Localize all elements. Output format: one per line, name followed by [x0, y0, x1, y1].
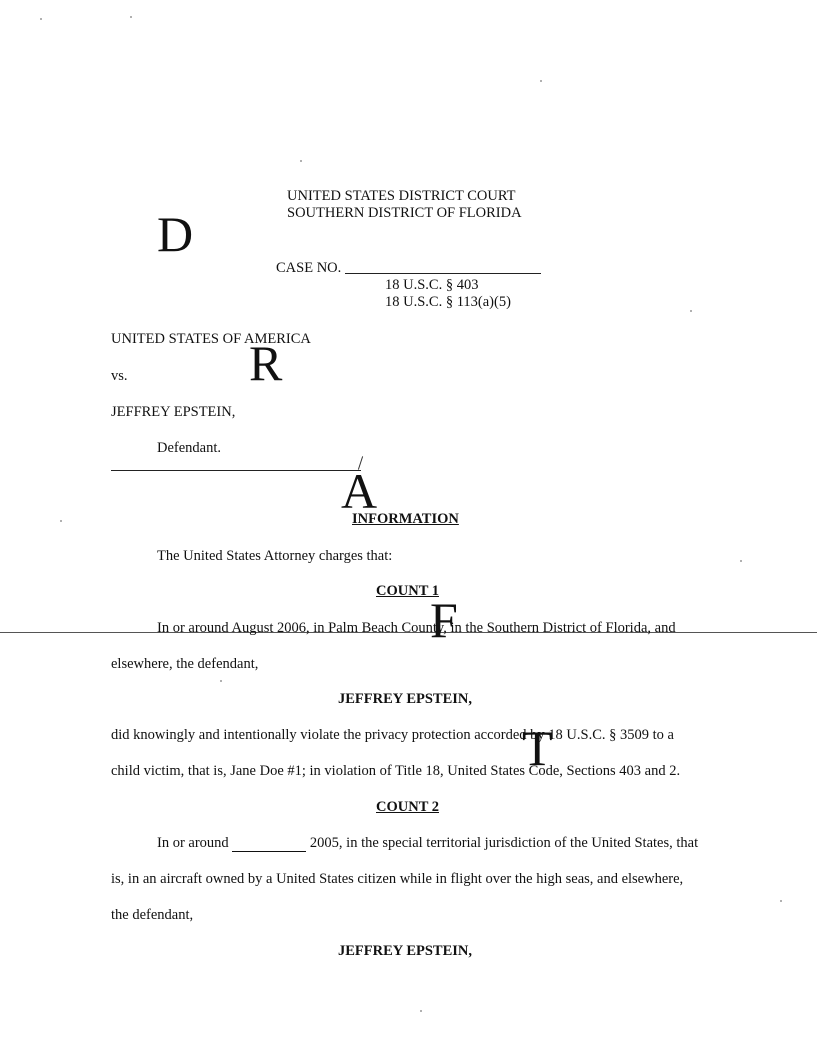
draft-letter-f: F [430, 592, 458, 648]
statute-2: 18 U.S.C. § 113(a)(5) [385, 294, 511, 310]
scan-speck [40, 18, 42, 20]
count-1-para2-line2: child victim, that is, Jane Doe #1; in violation of Title 18, United States Code, Sections 403 and 2. [111, 763, 681, 779]
scan-speck [220, 680, 222, 682]
count-2-para1-line1 [157, 834, 698, 852]
scan-speck [130, 16, 132, 18]
draft-letter-t: T [522, 720, 553, 776]
draft-letter-a: A [341, 463, 378, 519]
scan-speck [690, 310, 692, 312]
document-title: INFORMATION [352, 511, 459, 527]
scan-speck [420, 1010, 422, 1012]
intro-text: The United States Attorney charges that: [157, 548, 393, 564]
count-1-para1-line1: In or around August 2006, in Palm Beach County, in the Southern District of Florida, and [157, 620, 676, 636]
count-1-para1-line2: elsewhere, the defendant, [111, 656, 259, 672]
case-number-label: CASE NO. [276, 260, 342, 276]
defendant-name: JEFFREY EPSTEIN, [111, 404, 236, 420]
count-2-month-blank [232, 837, 306, 852]
scan-speck [740, 560, 742, 562]
court-district: SOUTHERN DISTRICT OF FLORIDA [287, 205, 522, 221]
count-2-suffix: 2005, in the special territorial jurisdiction of the United States, that [309, 835, 699, 851]
count-1-heading: COUNT 1 [376, 583, 439, 599]
draft-letter-d: D [157, 206, 194, 262]
count-2-para1-line3: the defendant, [111, 907, 194, 923]
plaintiff: UNITED STATES OF AMERICA [111, 331, 311, 347]
defendant-role: Defendant. [157, 440, 222, 456]
count-2-prefix: In or around [157, 835, 229, 851]
caption-rule [111, 470, 361, 471]
scan-speck [300, 160, 302, 162]
court-name: UNITED STATES DISTRICT COURT [287, 188, 516, 204]
versus: vs. [111, 368, 128, 384]
count-1-para2-line1: did knowingly and intentionally violate the privacy protection accorded by 18 U.S.C. § 3509 to a [111, 727, 674, 743]
scan-speck [60, 520, 62, 522]
count-2-para1-line2: is, in an aircraft owned by a United States citizen while in flight over the high seas, and elsewhere, [111, 871, 684, 887]
case-number-blank [345, 273, 541, 274]
count-2-heading: COUNT 2 [376, 799, 439, 815]
count-2-defendant: JEFFREY EPSTEIN, [338, 943, 473, 959]
scan-speck [780, 900, 782, 902]
draft-letter-r: R [249, 335, 283, 391]
statute-1: 18 U.S.C. § 403 [385, 277, 479, 293]
count-1-defendant: JEFFREY EPSTEIN, [338, 691, 473, 707]
scan-speck [540, 80, 542, 82]
